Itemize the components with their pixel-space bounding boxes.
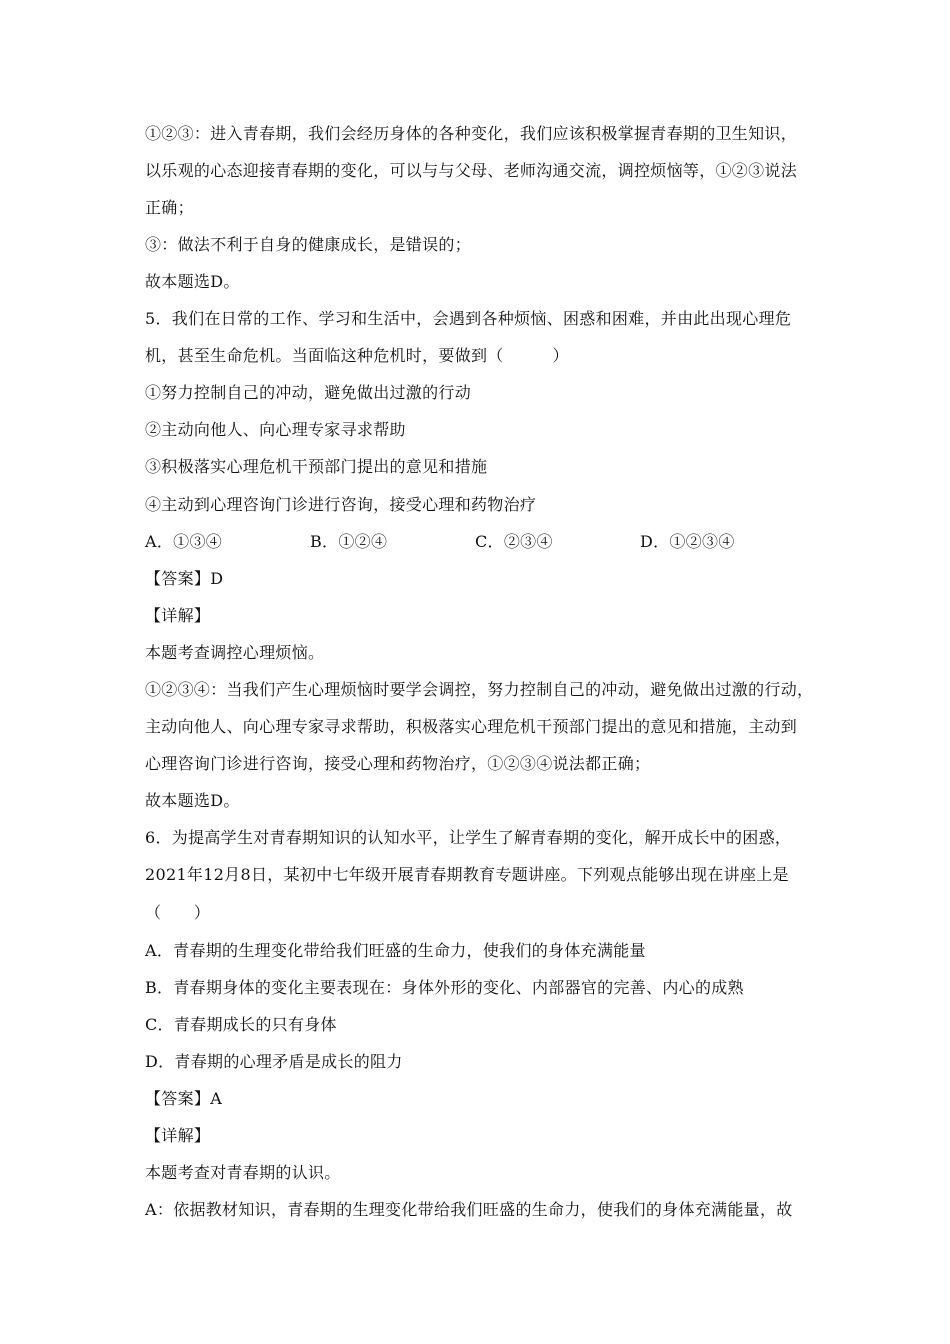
option-a: A．青春期的生理变化带给我们旺盛的生命力，使我们的身体充满能量 (145, 941, 646, 960)
explanation-label: 【详解】 (145, 606, 211, 625)
text-line: A：依据教材知识，青春期的生理变化带给我们旺盛的生命力，使我们的身体充满能量，故 (145, 1200, 793, 1219)
question-6-stem: （ ） (145, 903, 211, 922)
question-5-item: ③积极落实心理危机干预部门提出的意见和措施 (145, 457, 488, 476)
text-line: 心理咨询门诊进行咨询，接受心理和药物治疗，①②③④说法都正确； (145, 754, 651, 773)
option-c: C．②③④ (475, 532, 553, 551)
answer-label: 【答案】A (145, 1089, 223, 1108)
text-line: ①②③：进入青春期，我们会经历身体的各种变化，我们应该积极掌握青春期的卫生知识， (145, 124, 798, 143)
text-line: 主动向他人、向心理专家寻求帮助，积极落实心理危机干预部门提出的意见和措施，主动到 (145, 717, 798, 736)
text-line: 正确； (145, 198, 194, 217)
question-5-item: ④主动到心理咨询门诊进行咨询，接受心理和药物治疗 (145, 495, 537, 514)
option-a: A．①③④ (145, 532, 223, 551)
option-d: D．青春期的心理矛盾是成长的阻力 (145, 1052, 403, 1071)
text-line: 本题考查对青春期的认识。 (145, 1163, 341, 1182)
question-6-stem: 2021年12月8日，某初中七年级开展青春期教育专题讲座。下列观点能够出现在讲座上是 (145, 865, 789, 884)
text-line: ①②③④：当我们产生心理烦恼时要学会调控，努力控制自己的冲动，避免做出过激的行动， (145, 680, 814, 699)
text-line: ③：做法不利于自身的健康成长，是错误的； (145, 235, 472, 254)
question-5-item: ①努力控制自己的冲动，避免做出过激的行动 (145, 383, 472, 402)
text-line: 本题考查调控心理烦恼。 (145, 643, 325, 662)
question-5-item: ②主动向他人、向心理专家寻求帮助 (145, 420, 406, 439)
question-5-stem: 机，甚至生命危机。当面临这种危机时，要做到（ ） (145, 346, 569, 365)
text-line: 故本题选D。 (145, 272, 240, 291)
text-line: 故本题选D。 (145, 791, 240, 810)
explanation-label: 【详解】 (145, 1126, 211, 1145)
question-5-stem: 5．我们在日常的工作、学习和生活中，会遇到各种烦恼、困惑和困难，并由此出现心理危 (145, 309, 792, 328)
option-d: D．①②③④ (640, 532, 735, 551)
question-6-stem: 6．为提高学生对青春期知识的认知水平，让学生了解青春期的变化，解开成长中的困惑， (145, 828, 792, 847)
option-b: B．青春期身体的变化主要表现在：身体外形的变化、内部器官的完善、内心的成熟 (145, 978, 744, 997)
answer-label: 【答案】D (145, 569, 224, 588)
option-b: B．①②④ (310, 532, 388, 551)
option-c: C．青春期成长的只有身体 (145, 1015, 337, 1034)
text-line: 以乐观的心态迎接青春期的变化，可以与与父母、老师沟通交流，调控烦恼等，①②③说法 (145, 161, 798, 180)
